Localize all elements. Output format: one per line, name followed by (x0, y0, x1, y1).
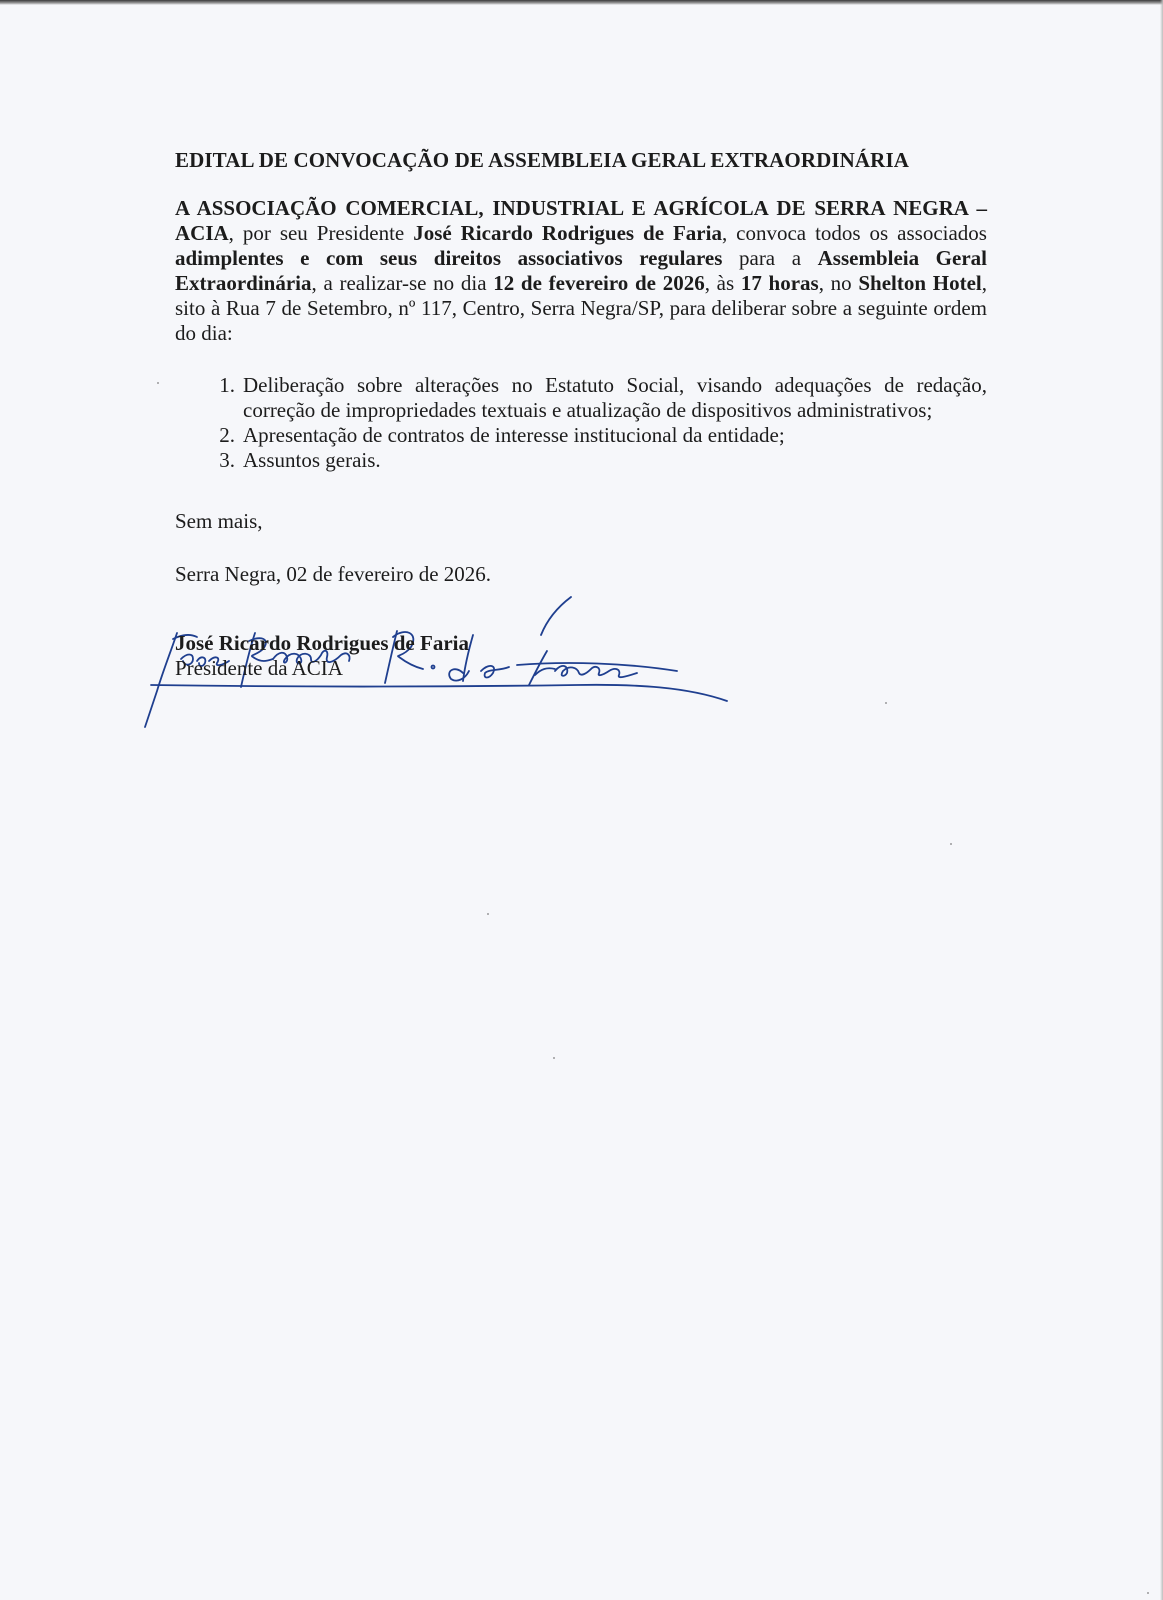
scan-speck (157, 382, 159, 384)
intro-bold-segment: Shelton Hotel (858, 271, 982, 295)
signer-role: Presidente da ACIA (175, 656, 343, 680)
scan-speck (553, 1057, 555, 1059)
intro-text-segment: para a (722, 246, 818, 270)
scan-speck (950, 843, 952, 845)
intro-bold-segment: A ASSOCIAÇÃO COMERCIAL, INDUSTRIAL E AGRÍCOLA DE SERRA NEGRA – ACIA (175, 196, 987, 245)
intro-bold-segment: Assembleia Geral Extraordinária (175, 246, 987, 295)
agenda-item (175, 448, 987, 473)
closing-text: Sem mais, (175, 509, 263, 533)
agenda-list (175, 373, 987, 473)
agenda-item-text: Assuntos gerais. (243, 448, 381, 472)
intro-paragraph (175, 196, 987, 346)
place-date: Serra Negra, 02 de fevereiro de 2026. (175, 562, 492, 586)
agenda-item-number: 2. (219, 423, 235, 447)
scan-speck (1147, 1592, 1149, 1594)
intro-text-segment: , no (818, 271, 859, 295)
agenda-item-text: Deliberação sobre alterações no Estatuto Social, visando adequações de redação, correção de impropriedades textuais e atualização de dispositivos administrativos; (243, 373, 987, 422)
intro-bold-segment: 12 de fevereiro de 2026 (493, 271, 705, 295)
signer-name: José Ricardo Rodrigues de Faria (175, 631, 469, 655)
intro-text-segment: , às (704, 271, 741, 295)
intro-text-segment: , por seu Presidente (228, 221, 414, 245)
document-body (175, 148, 987, 709)
intro-text-segment: , sito à Rua 7 de Setembro, nº 117, Centro, Serra Negra/SP, para deliberar sobre a seguinte ordem do dia: (175, 271, 987, 345)
intro-bold-segment: adimplentes e com seus direitos associativos regulares (175, 246, 723, 270)
intro-bold-segment: José Ricardo Rodrigues de Faria (413, 221, 722, 245)
agenda-item-number: 1. (219, 373, 235, 397)
intro-bold-segment: 17 horas (740, 271, 819, 295)
signature-block (175, 631, 987, 709)
scan-top-edge (0, 0, 1163, 5)
agenda-item-text: Apresentação de contratos de interesse institucional da entidade; (243, 423, 785, 447)
document-title: EDITAL DE CONVOCAÇÃO DE ASSEMBLEIA GERAL EXTRAORDINÁRIA (175, 148, 909, 172)
scan-speck (487, 913, 489, 915)
agenda-item (175, 423, 987, 448)
agenda-item-number: 3. (219, 448, 235, 472)
agenda-item (175, 373, 987, 423)
intro-text-segment: , convoca todos os associados (721, 221, 987, 245)
intro-text-segment: , a realizar-se no dia (311, 271, 494, 295)
